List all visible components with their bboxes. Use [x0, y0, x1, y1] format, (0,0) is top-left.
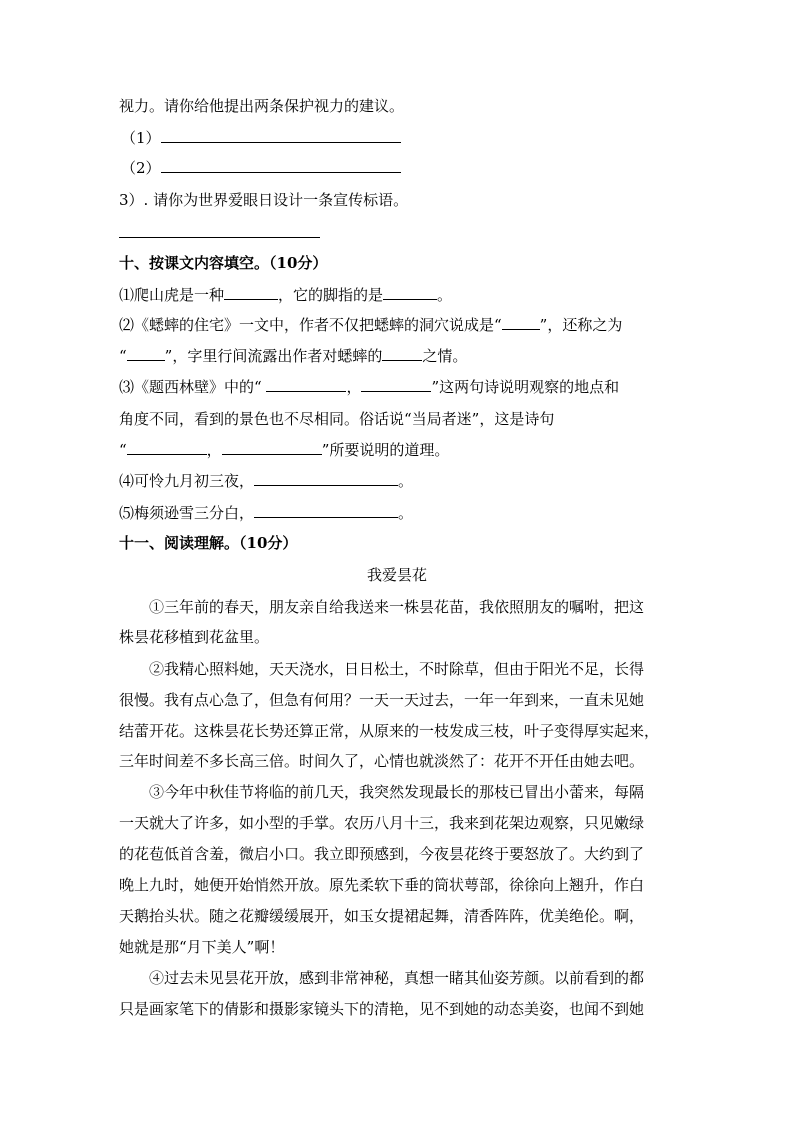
passage-text: 株昙花移植到花盆里。	[119, 628, 270, 646]
passage-line	[119, 813, 644, 833]
answer-blank[interactable]	[127, 440, 207, 455]
section-10-heading-text: 十、按课文内容填空。（10分）	[119, 254, 328, 272]
passage-text: 很慢。我有点心急了，但急有何用？一天一天过去，一年一年到来，一直未见她	[119, 691, 645, 709]
question-text: ”，字里行间流露出作者对蟋蟀的	[164, 347, 383, 365]
advice-question-text: 视力。请你给他提出两条保护视力的建议。	[119, 97, 405, 115]
fill-question-4	[119, 471, 413, 491]
section-11-heading-text: 十一、阅读理解。（10分）	[119, 534, 298, 552]
answer-blank[interactable]	[502, 315, 540, 330]
answer-blank[interactable]	[127, 346, 165, 361]
advice-question-line	[119, 96, 404, 116]
fill-question-1	[119, 285, 452, 305]
fill-question-3-line-1	[119, 377, 619, 397]
passage-text: ①三年前的春天，朋友亲自给我送来一株昙花苗，我依照朋友的嘱咐，把这	[149, 598, 645, 616]
passage-line	[119, 906, 644, 926]
question-text: ”这两句诗说明观察的地点和	[431, 378, 620, 396]
passage-line	[119, 721, 659, 741]
answer-blank[interactable]	[161, 158, 401, 173]
question-text: ，	[206, 441, 222, 459]
passage-text: ④过去未见昙花开放，感到非常神秘，真想一睹其仙姿芳颜。以前看到的都	[149, 969, 645, 987]
passage-text: 只是画家笔下的倩影和摄影家镜头下的清艳，见不到她的动态美姿，也闻不到她	[119, 1000, 645, 1018]
passage-line	[119, 627, 269, 647]
question-text: ⑴爬山虎是一种	[119, 286, 225, 304]
section-11-heading	[119, 533, 297, 553]
passage-text: 天鹅抬头状。随之花瓣缓缓展开，如玉女提裙起舞，清香阵阵，优美绝伦。啊，	[119, 907, 645, 925]
passage-text: ③今年中秋佳节将临的前几天，我突然发现最长的那枝已冒出小蕾来，每隔	[149, 783, 645, 801]
passage-line	[119, 999, 644, 1019]
fill-question-3-line-3	[119, 440, 449, 460]
question-text: ”所要说明的道理。	[321, 441, 450, 459]
fill-question-2-line-2	[119, 346, 467, 366]
question-text: ⑵《蟋蟀的住宅》一文中，作者不仅把蟋蟀的洞穴说成是“	[119, 316, 502, 334]
passage-line	[119, 937, 284, 957]
passage-line	[119, 875, 644, 895]
passage-line	[149, 597, 644, 617]
slogan-question-text: 3）. 请你为世界爱眼日设计一条宣传标语。	[119, 191, 409, 209]
question-text: ，它的脚指的是	[278, 286, 384, 304]
fill-question-5	[119, 503, 413, 523]
advice-item-1	[121, 128, 401, 148]
passage-text: 一天就大了许多，如小型的手掌。农历八月十三，我来到花架边观察，只见嫩绿	[119, 814, 645, 832]
passage-text: 她就是那“月下美人”啊！	[119, 938, 285, 956]
slogan-answer-line[interactable]	[119, 237, 320, 238]
answer-blank[interactable]	[161, 128, 401, 143]
advice-item-2-label: （2）	[121, 159, 161, 177]
passage-line	[149, 782, 644, 802]
answer-blank[interactable]	[266, 377, 346, 392]
answer-blank[interactable]	[361, 377, 431, 392]
passage-title	[0, 565, 794, 585]
question-text: “	[119, 347, 127, 365]
passage-line	[119, 690, 644, 710]
passage-title-text: 我爱昙花	[366, 566, 427, 584]
passage-text: ②我精心照料她，天天浇水，日日松土，不时除草，但由于阳光不足，长得	[149, 660, 645, 678]
section-10-heading	[119, 253, 327, 273]
passage-text: 的花苞低首含羞，微启小口。我立即预感到，今夜昙花终于要怒放了。大约到了	[119, 845, 645, 863]
passage-line	[119, 844, 644, 864]
question-text: 。	[398, 472, 414, 490]
passage-line	[149, 659, 644, 679]
advice-item-2	[121, 158, 401, 178]
question-text: ⑶《题西林壁》中的“	[119, 378, 267, 396]
question-text: ”，还称之为	[539, 316, 623, 334]
passage-line	[149, 968, 644, 988]
question-text: 角度不同，看到的景色也不尽相同。俗话说“当局者迷”，这是诗句	[119, 410, 555, 428]
question-text: ⑸梅须逊雪三分白，	[119, 504, 255, 522]
answer-blank[interactable]	[382, 346, 422, 361]
question-text: ，	[346, 378, 362, 396]
fill-question-2-line-1	[119, 315, 622, 335]
question-text: “	[119, 441, 127, 459]
passage-line	[119, 751, 644, 771]
passage-text: 三年时间差不多长高三倍。时间久了，心情也就淡然了：花开不开任由她去吧。	[119, 752, 645, 770]
answer-blank[interactable]	[222, 440, 322, 455]
advice-item-1-label: （1）	[121, 129, 161, 147]
answer-blank[interactable]	[254, 503, 398, 518]
passage-text: 晚上九时，她便开始悄然开放。原先柔软下垂的筒状萼部，徐徐向上翘升，作白	[119, 876, 645, 894]
answer-blank[interactable]	[254, 471, 398, 486]
question-text: ⑷可怜九月初三夜，	[119, 472, 255, 490]
fill-question-3-line-2	[119, 409, 554, 429]
answer-blank[interactable]	[224, 285, 278, 300]
question-text: 之情。	[422, 347, 468, 365]
question-text: 。	[437, 286, 453, 304]
passage-text: 结蕾开花。这株昙花长势还算正常，从原来的一枝发成三枝，叶子变得厚实起来，	[119, 722, 660, 740]
question-text: 。	[398, 504, 414, 522]
answer-blank[interactable]	[383, 285, 437, 300]
slogan-question-line	[119, 190, 408, 210]
